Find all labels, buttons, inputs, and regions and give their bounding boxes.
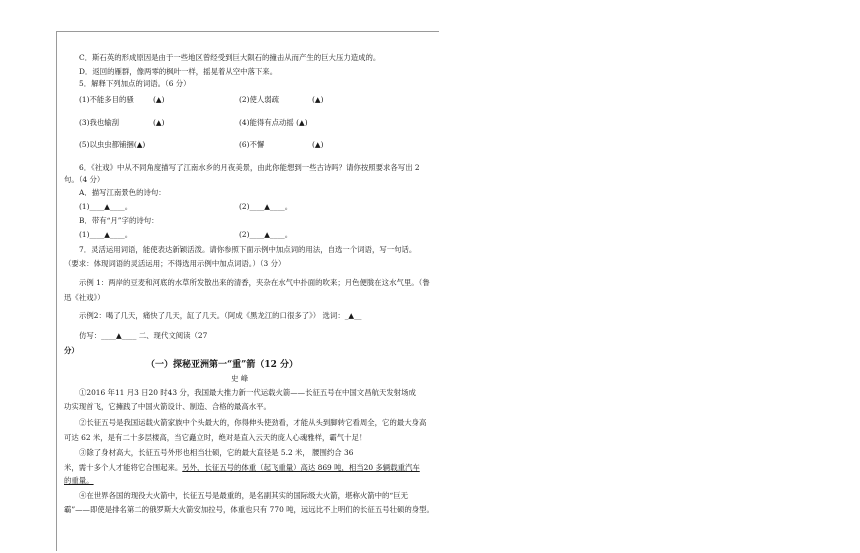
imitation-line: 仿写：____▲____ 二、现代文阅读（27 [79,331,208,340]
paragraph-2-cont: 可达 62 米，是有二十多层楼高，当它矗立时，绝对是直入云天的庞人心魂雅样，霸气十足！ [64,433,367,442]
paragraph-4: ④在世界各国的现役大火箭中，长征五号是最重的，是名副其实的国际级大火箭，堪称火箭中的“巨无 [79,491,408,500]
q5-item-2: (2)使人弱疏 [239,95,280,104]
q6-a-blank-2: (2)____▲____。 [239,202,293,211]
paragraph-4-cont: 霸”——即使是排名第二的俄罗斯大火箭安加拉号，体重也只有 770 吨，远远比不上明们的长征五号壮硕的身型。 [64,505,434,514]
example-2: 示例2：喝了几天，痛快了几天，缸了几天。（阿成《黑龙江的口很多了》） 选词：_▲__ [79,311,362,320]
question-6-cont: 句。（4 分） [64,175,105,184]
q5-item-4: (4)能得有点动摇 (▲) [239,118,308,127]
paragraph-1-cont: 功实现首飞，它擁践了中国火箭设计、制造、合格的最高水平。 [64,402,271,411]
option-d: D．返回的雁群，像两零的枫叶一样，摇晃着从空中落下来。 [79,67,278,76]
paragraph-2: ②长征五号是我国运载火箭家族中个头最大的，你得伸头使劲看，才能从头到脚转它看周全，它的最大身高 [79,418,427,427]
article-title: （一）探秘亚洲第一“重”箭（12 分） [146,360,299,370]
q5-answer-2: (▲) [312,95,324,104]
paragraph-3-text: 米，需十多个人才能将它合围起来。 [64,463,183,472]
q6-part-b: B．带有“月”字的诗句： [79,216,159,225]
underlined-sentence: 另外，长征五号的体重（起飞重量）高达 869 吨，相当20 多辆载重汽车 [182,463,420,472]
article-author: 史 峰 [231,374,249,383]
question-6: 6．《社戏》中从不同角度描写了江南水乡的月夜美景，由此你能想到一些古诗吗？请你按照要求各写出 2 [79,163,420,172]
q6-b-blank-2: (2)____▲____。 [239,230,293,239]
example-1-source: 迅《社戏》） [64,293,105,302]
q5-item-1: (1)不能多目的骚 [79,95,134,104]
paragraph-3: ③除了身材高大，长征五号外形也相当壮硕，它的最大直径是 5.2 米， 腰围约合 36 [79,448,354,457]
paragraph-1: ①2016 年11 月3 日20 时43 分，我国最大推力新一代运载火箭——长征五号在中国文昌航天发射场成 [79,388,416,397]
q6-b-blank-1: (1)____▲____。 [79,230,133,239]
example-1: 示例 1：两岸的豆麦和河底的水草所发散出来的清香，夹杂在水气中扑面的吹来；月色便胧在这水气里。（鲁 [79,278,430,287]
q5-item-5: (5)以虫虫都铺捆(▲) [79,140,146,149]
q6-part-a: A．描写江南景色的诗句： [79,188,166,197]
question-7: 7．灵活运用词语，能使表达新颖活泼。请你参照下面示例中加点词的用法，自选一个词语，写一句话。 [79,245,417,254]
question-5: 5．解释下列加点的词语。（6 分） [79,79,191,88]
paragraph-3-end: 的重量。 [64,476,94,485]
q5-item-3: (3)我也输刮 [79,118,120,127]
q5-item-6: (6)不懈 [239,140,265,149]
q5-answer-3: (▲) [153,118,165,127]
q6-a-blank-1: (1)____▲____。 [79,202,133,211]
q5-answer-1: (▲) [153,95,165,104]
option-c: C．斯石英的形成原因是由于一些地区曾经受到巨大陨石的撞击从而产生的巨大压力造成的。 [79,53,381,62]
question-7-req: （要求：体现词语的灵活运用；不得选用示例中加点词语。）（3 分） [64,259,286,268]
paragraph-3-cont [64,463,420,473]
page-frame [56,31,439,551]
section-two-score: 分） [64,346,79,355]
q5-answer-6: (▲) [312,140,324,149]
